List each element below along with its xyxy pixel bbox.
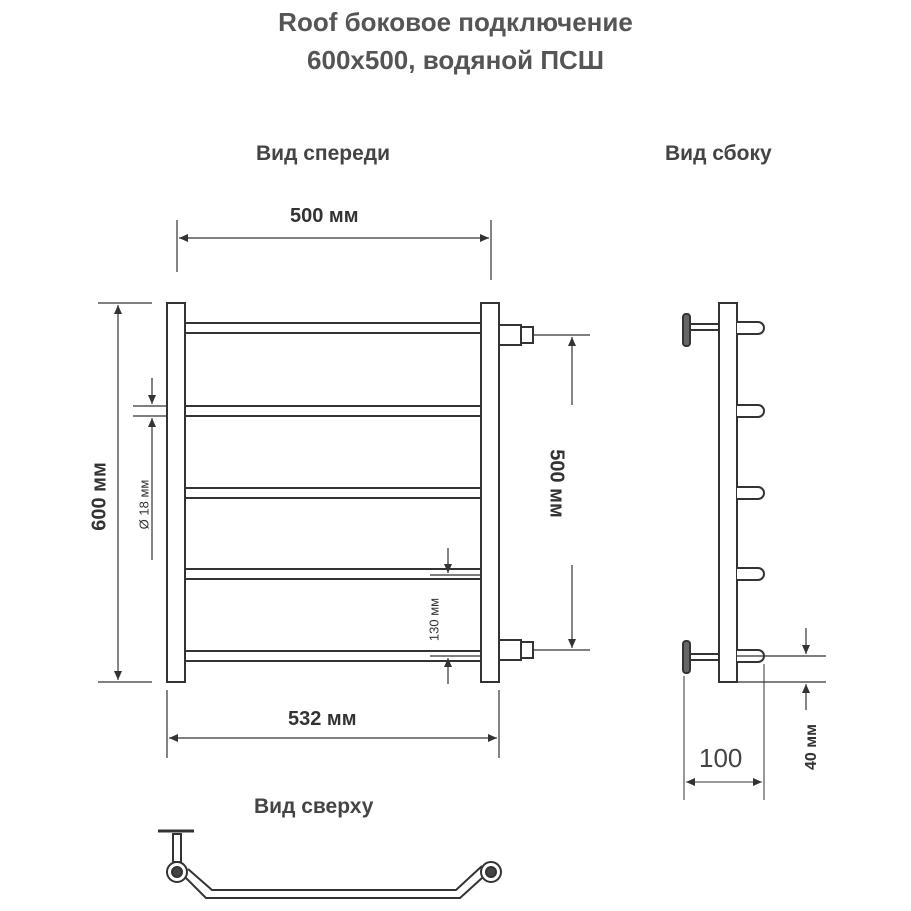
rung-1 — [185, 323, 481, 333]
dim-bottom-clearance: 40 мм — [803, 724, 820, 770]
side-rung-3 — [737, 487, 764, 499]
left-collector — [167, 303, 185, 682]
bracket-top-plate — [683, 314, 690, 346]
dim-bottom-offset: 130 мм — [426, 597, 442, 642]
fitting-bottom-nut — [521, 642, 533, 658]
right-collector — [481, 303, 499, 682]
front-view-label: Вид спереди — [256, 142, 391, 165]
rung-4 — [185, 569, 481, 579]
bracket-top-stem — [690, 324, 719, 330]
bracket-bottom-plate — [683, 641, 690, 673]
fitting-top — [499, 325, 521, 345]
side-rung-4 — [737, 568, 764, 580]
front-view-drawing — [98, 220, 590, 758]
side-view-label: Вид сбоку — [665, 142, 772, 165]
top-bracket-stem — [173, 834, 181, 862]
diagram-title-line2: 600x500, водяной ПСШ — [307, 45, 604, 75]
dim-height-total: 600 мм — [88, 462, 111, 531]
top-view-label: Вид сверху — [254, 795, 374, 818]
side-rung-1 — [737, 322, 764, 334]
rung-3 — [185, 488, 481, 498]
fitting-bottom — [499, 640, 521, 660]
diagram-title-line1: Roof боковое подключение — [278, 7, 633, 37]
bracket-bottom-stem — [690, 654, 719, 660]
fitting-top-nut — [521, 327, 533, 343]
dim-pipe-diameter: Ø 18 мм — [136, 479, 152, 530]
dim-width-top: 500 мм — [290, 205, 359, 227]
rung-2 — [185, 406, 481, 416]
dim-width-bottom: 532 мм — [288, 708, 357, 730]
top-rung-outline — [186, 878, 482, 898]
dim-connection-distance: 500 мм — [545, 449, 568, 518]
side-rung-2 — [737, 405, 764, 417]
dim-wall-distance: 100 — [699, 743, 743, 773]
side-collector — [719, 303, 737, 682]
top-view-drawing — [158, 831, 501, 898]
